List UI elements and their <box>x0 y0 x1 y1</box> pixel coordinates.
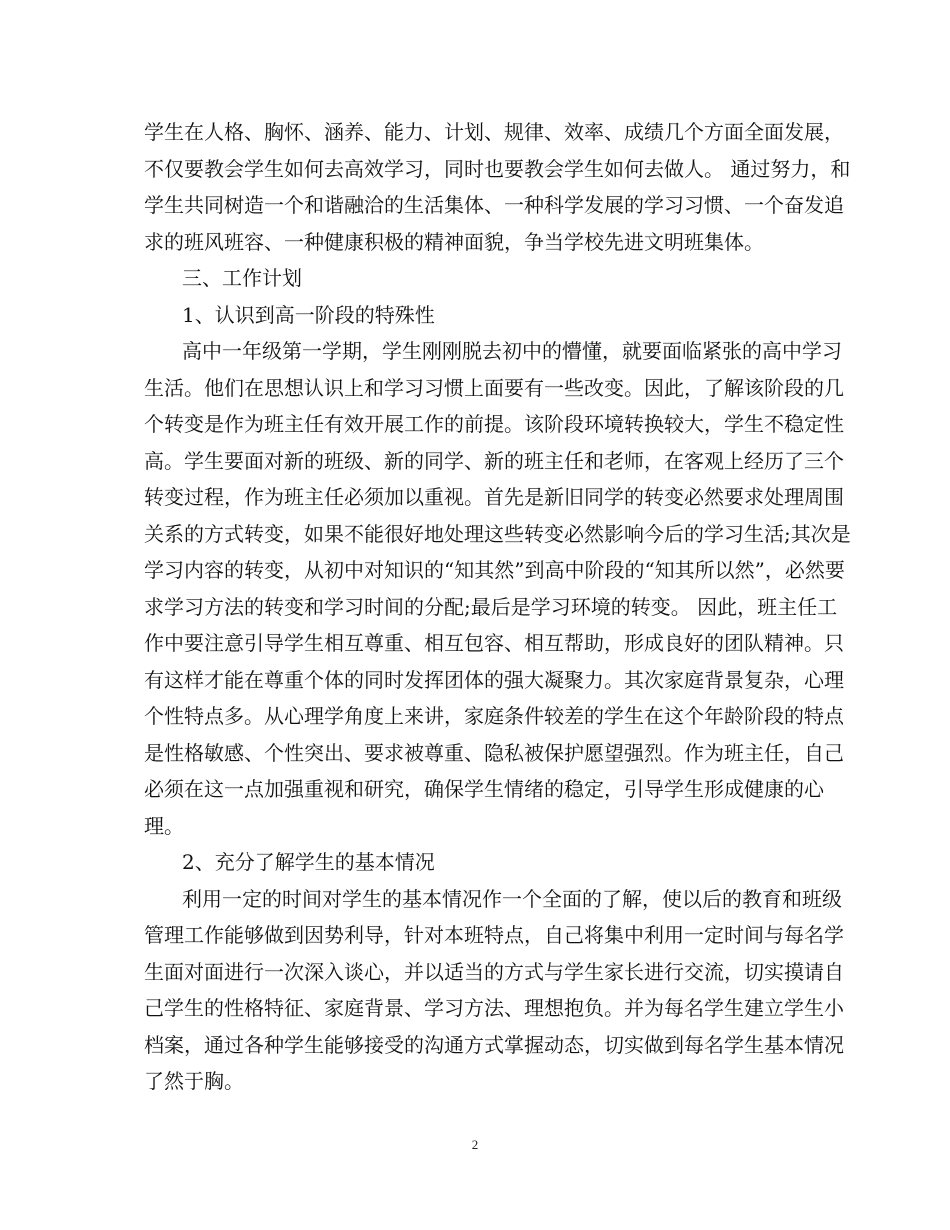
body-text-line: 关系的方式转变，如果不能很好地处理这些转变必然影响今后的学习生活;其次是 <box>144 522 851 546</box>
body-text-line: 了然于胸。 <box>144 1069 244 1093</box>
body-text-line: 个性特点多。从心理学角度上来讲，家庭条件较差的学生在这个年龄阶段的特点 <box>144 704 844 728</box>
body-text-line: 个转变是作为班主任有效开展工作的前提。该阶段环境转换较大，学生不稳定性 <box>144 412 844 436</box>
body-text-line: 有这样才能在尊重个体的同时发挥团体的强大凝聚力。其次家庭背景复杂，心理 <box>144 668 844 692</box>
body-text-line: 学习内容的转变，从初中对知识的“知其然”到高中阶段的“知其所以然”，必然要 <box>144 558 845 582</box>
body-text-line: 求的班风班容、一种健康积极的精神面貌，争当学校先进文明班集体。 <box>144 230 764 254</box>
subsection-heading: 1、认识到高一阶段的特殊性 <box>182 303 435 327</box>
body-text-line: 生活。他们在思想认识上和学习习惯上面要有一些改变。因此，了解该阶段的几 <box>144 376 844 400</box>
body-text-line: 理。 <box>144 814 184 838</box>
body-text-line: 学生共同树造一个和谐融洽的生活集体、一种科学发展的学习习惯、一个奋发追 <box>144 193 844 217</box>
body-text-line: 是性格敏感、个性突出、要求被尊重、隐私被保护愿望强烈。作为班主任，自己 <box>144 741 844 765</box>
body-text-line: 高。学生要面对新的班级、新的同学、新的班主任和老师，在客观上经历了三个 <box>144 449 844 473</box>
subsection-heading: 2、充分了解学生的基本情况 <box>182 850 435 874</box>
body-text-line: 生面对面进行一次深入谈心，并以适当的方式与学生家长进行交流，切实摸请自 <box>144 960 844 984</box>
body-text-line: 档案，通过各种学生能够接受的沟通方式掌握动态，切实做到每名学生基本情况 <box>144 1033 844 1057</box>
body-text-line: 转变过程，作为班主任必须加以重视。首先是新旧同学的转变必然要求处理周围 <box>144 485 844 509</box>
section-heading: 三、工作计划 <box>182 266 302 290</box>
body-text-line: 求学习方法的转变和学习时间的分配;最后是学习环境的转变。 因此，班主任工 <box>144 595 838 619</box>
body-text-line: 己学生的性格特征、家庭背景、学习方法、理想抱负。并为每名学生建立学生小 <box>144 996 844 1020</box>
body-text-line: 必须在这一点加强重视和研究，确保学生情绪的稳定，引导学生形成健康的心 <box>144 777 824 801</box>
body-text-line: 利用一定的时间对学生的基本情况作一个全面的了解，使以后的教育和班级 <box>182 887 842 911</box>
page-number: 2 <box>471 1137 479 1152</box>
body-text-line: 高中一年级第一学期，学生刚刚脱去初中的懵懂，就要面临紧张的高中学习 <box>182 339 842 363</box>
body-text-line: 学生在人格、胸怀、涵养、能力、计划、规律、效率、成绩几个方面全面发展， <box>144 120 844 144</box>
body-text-line: 作中要注意引导学生相互尊重、相互包容、相互帮助，形成良好的团队精神。只 <box>144 631 844 655</box>
body-text-line: 不仅要教会学生如何去高效学习，同时也要教会学生如何去做人。 通过努力，和 <box>144 157 851 181</box>
body-text-line: 管理工作能够做到因势利导，针对本班特点，自己将集中利用一定时间与每名学 <box>144 923 844 947</box>
